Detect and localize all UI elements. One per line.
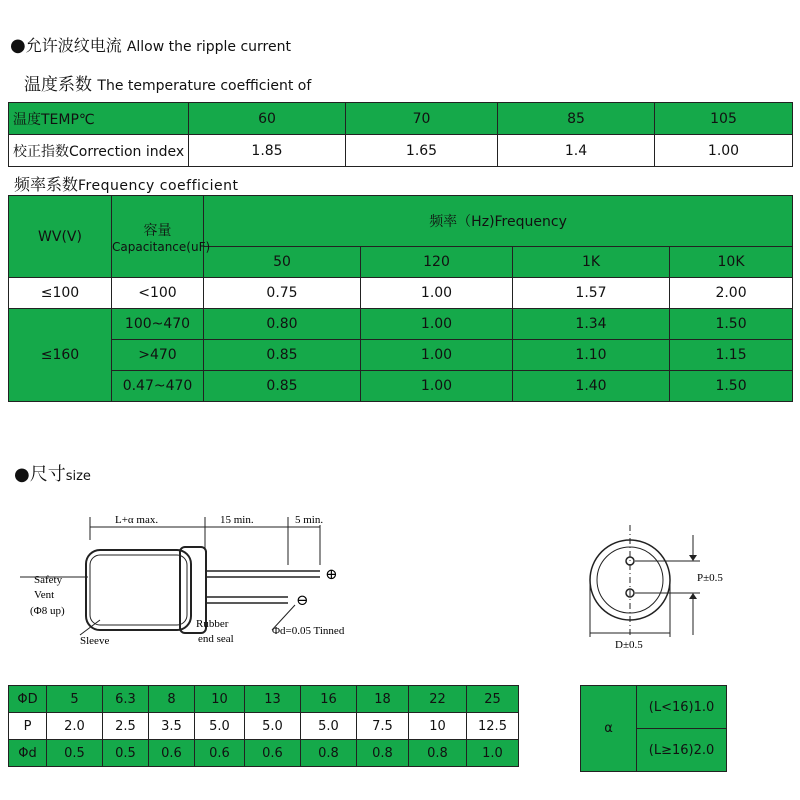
correction-cell: 1.85 bbox=[189, 135, 346, 167]
alpha-row bbox=[581, 686, 727, 729]
dim-cell: 13 bbox=[245, 686, 301, 713]
coef-cell: 1.00 bbox=[361, 278, 513, 309]
lead2-label: 5 min. bbox=[295, 514, 324, 526]
dim-label: P bbox=[9, 713, 47, 740]
correction-cell: 1.65 bbox=[346, 135, 498, 167]
plus-icon: ⊕ bbox=[325, 567, 338, 583]
dim-cell: 10 bbox=[409, 713, 467, 740]
cap-cell: 100~470 bbox=[112, 309, 204, 340]
dim-label: Φd bbox=[9, 740, 47, 767]
coef-cell: 1.34 bbox=[513, 309, 670, 340]
coef-cell: 0.85 bbox=[204, 340, 361, 371]
alpha-symbol: α bbox=[581, 686, 637, 772]
freq-row bbox=[9, 371, 793, 402]
length-label: L+α max. bbox=[115, 514, 159, 526]
frequency-heading bbox=[14, 172, 238, 195]
rubber-label: Rubber bbox=[196, 618, 229, 630]
coef-cell: 1.00 bbox=[361, 340, 513, 371]
wv-header: WV(V) bbox=[9, 196, 112, 278]
capacitor-sleeve bbox=[90, 555, 187, 625]
coef-cell: 1.00 bbox=[361, 371, 513, 402]
temp-header-label: 温度TEMP℃ bbox=[9, 103, 189, 135]
lead1-label: 15 min. bbox=[220, 514, 254, 526]
coef-cell: 1.40 bbox=[513, 371, 670, 402]
freq-title-en: Frequency coefficient bbox=[78, 178, 239, 194]
size-title-cn: 尺寸 bbox=[29, 464, 66, 485]
capacitor-side-diagram bbox=[20, 505, 360, 655]
size-title-en: size bbox=[65, 469, 91, 484]
ripple-title-en: Allow the ripple current bbox=[126, 39, 291, 55]
cap-header-en: Capacitance(uF) bbox=[112, 239, 211, 254]
freq-value: 1K bbox=[513, 247, 670, 278]
dim-cell: 0.5 bbox=[103, 740, 149, 767]
dim-cell: 5.0 bbox=[195, 713, 245, 740]
dim-cell: 2.5 bbox=[103, 713, 149, 740]
bullet-icon: ● bbox=[10, 35, 26, 56]
coef-cell: 1.00 bbox=[361, 309, 513, 340]
dim-row-lead bbox=[9, 740, 519, 767]
dim-cell: 22 bbox=[409, 686, 467, 713]
dimension-table bbox=[8, 685, 519, 767]
dim-cell: 10 bbox=[195, 686, 245, 713]
rubber-label: end seal bbox=[198, 633, 234, 645]
cap-header bbox=[112, 196, 211, 278]
dim-cell: 0.5 bbox=[47, 740, 103, 767]
freq-value: 10K bbox=[670, 247, 793, 278]
alpha-value: (L<16)1.0 bbox=[637, 686, 727, 729]
capacitor-body bbox=[86, 550, 191, 630]
temp-header-cell: 60 bbox=[189, 103, 346, 135]
pin-hole bbox=[626, 557, 634, 565]
dim-cell: 12.5 bbox=[467, 713, 519, 740]
alpha-value: (L≥16)2.0 bbox=[637, 729, 727, 772]
cap-cell: >470 bbox=[112, 340, 204, 371]
temp-title-cn: 温度系数 bbox=[24, 75, 92, 95]
freq-header-row bbox=[9, 196, 793, 247]
dim-cell: 3.5 bbox=[149, 713, 195, 740]
temp-title-en: The temperature coefficient of bbox=[97, 78, 312, 94]
alpha-table bbox=[580, 685, 727, 772]
coef-cell: 0.80 bbox=[204, 309, 361, 340]
arrow-icon bbox=[689, 555, 697, 561]
temp-heading bbox=[24, 70, 311, 95]
sleeve-label: Sleeve bbox=[80, 635, 110, 647]
correction-row bbox=[9, 135, 793, 167]
dim-cell: 0.8 bbox=[301, 740, 357, 767]
dim-cell: 2.0 bbox=[47, 713, 103, 740]
callout-line bbox=[80, 620, 100, 635]
dim-cell: 0.8 bbox=[409, 740, 467, 767]
coef-cell: 1.50 bbox=[670, 371, 793, 402]
safety-vent-label: Vent bbox=[34, 589, 55, 601]
freq-header: 频率（Hz)Frequency bbox=[204, 196, 793, 247]
dim-label: ΦD bbox=[9, 686, 47, 713]
temp-header-cell: 70 bbox=[346, 103, 498, 135]
freq-value: 50 bbox=[204, 247, 361, 278]
diameter-label: D±0.5 bbox=[615, 639, 643, 651]
temp-header-cell: 105 bbox=[655, 103, 793, 135]
freq-title-cn: 频率系数 bbox=[14, 175, 79, 194]
safety-vent-label: Safety bbox=[34, 574, 63, 586]
dim-cell: 16 bbox=[301, 686, 357, 713]
dim-cell: 0.8 bbox=[357, 740, 409, 767]
cap-header-cn: 容量 bbox=[143, 222, 172, 239]
coef-cell: 0.75 bbox=[204, 278, 361, 309]
dim-cell: 5.0 bbox=[301, 713, 357, 740]
dim-cell: 7.5 bbox=[357, 713, 409, 740]
correction-cell: 1.4 bbox=[498, 135, 655, 167]
coef-cell: 1.57 bbox=[513, 278, 670, 309]
dim-row-pitch bbox=[9, 713, 519, 740]
coef-cell: 1.15 bbox=[670, 340, 793, 371]
freq-value: 120 bbox=[361, 247, 513, 278]
frequency-table bbox=[8, 195, 793, 402]
dim-cell: 5 bbox=[47, 686, 103, 713]
cap-cell: <100 bbox=[112, 278, 204, 309]
coef-cell: 1.10 bbox=[513, 340, 670, 371]
ripple-heading bbox=[10, 33, 291, 56]
bullet-icon: ● bbox=[14, 464, 30, 485]
temp-header-row bbox=[9, 103, 793, 135]
temperature-table bbox=[8, 102, 793, 167]
freq-row bbox=[9, 340, 793, 371]
wv-cell: ≤100 bbox=[9, 278, 112, 309]
freq-row bbox=[9, 309, 793, 340]
dim-cell: 1.0 bbox=[467, 740, 519, 767]
dim-cell: 8 bbox=[149, 686, 195, 713]
wv-cell: ≤160 bbox=[9, 309, 112, 402]
dim-row-diameter bbox=[9, 686, 519, 713]
correction-cell: 1.00 bbox=[655, 135, 793, 167]
capacitor-end-diagram bbox=[585, 525, 735, 655]
safety-vent-label: (Φ8 up) bbox=[30, 605, 65, 617]
dim-cell: 6.3 bbox=[103, 686, 149, 713]
coef-cell: 1.50 bbox=[670, 309, 793, 340]
arrow-icon bbox=[689, 593, 697, 599]
temp-header-cell: 85 bbox=[498, 103, 655, 135]
coef-cell: 0.85 bbox=[204, 371, 361, 402]
dim-cell: 0.6 bbox=[195, 740, 245, 767]
minus-icon: ⊖ bbox=[296, 593, 309, 609]
ripple-title-cn: 允许波纹电流 bbox=[25, 36, 122, 55]
pitch-label: P±0.5 bbox=[697, 572, 723, 584]
dim-cell: 5.0 bbox=[245, 713, 301, 740]
freq-row bbox=[9, 278, 793, 309]
dim-cell: 0.6 bbox=[149, 740, 195, 767]
size-heading bbox=[14, 460, 91, 486]
lead-diameter-label: Φd=0.05 Tinned bbox=[272, 625, 345, 637]
dim-cell: 25 bbox=[467, 686, 519, 713]
cap-cell: 0.47~470 bbox=[112, 371, 204, 402]
dim-cell: 0.6 bbox=[245, 740, 301, 767]
coef-cell: 2.00 bbox=[670, 278, 793, 309]
correction-label: 校正指数Correction index bbox=[9, 135, 189, 167]
dim-cell: 18 bbox=[357, 686, 409, 713]
